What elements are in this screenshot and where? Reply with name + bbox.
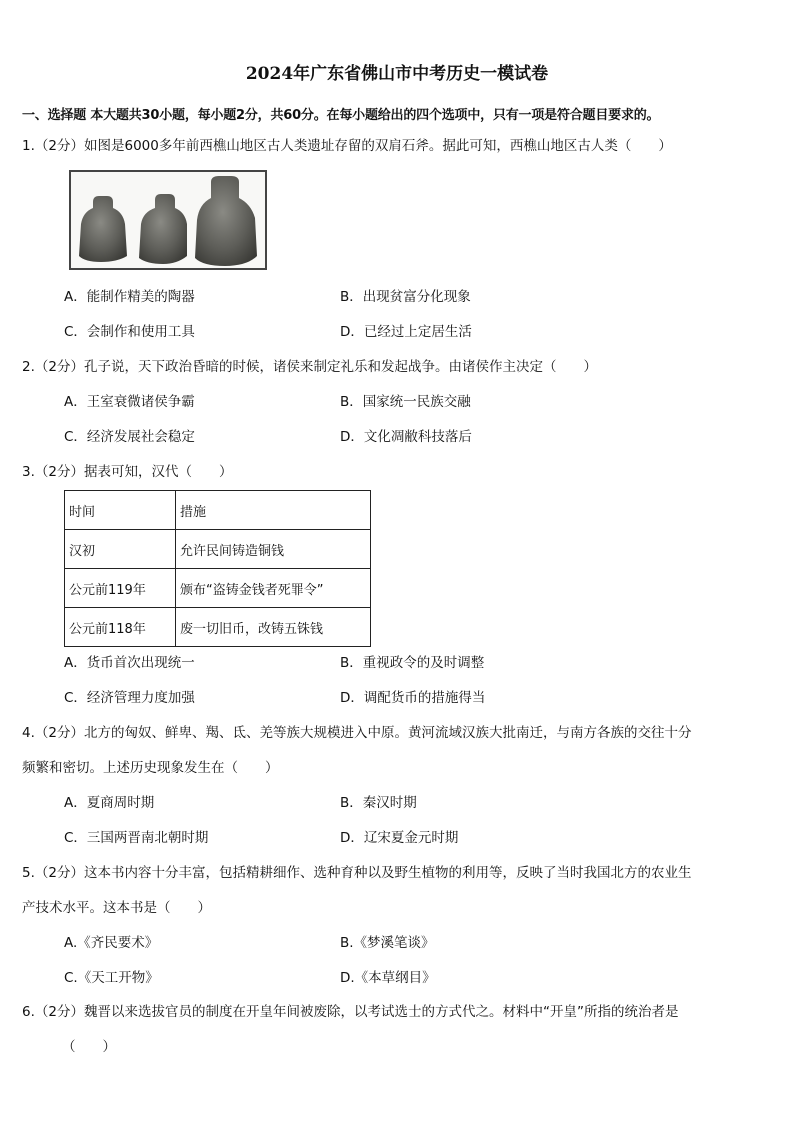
- option-c[interactable]: C．会制作和使用工具: [64, 324, 195, 340]
- option-b[interactable]: B．出现贫富分化现象: [340, 289, 471, 305]
- question-number: 5.: [22, 865, 35, 881]
- option-b[interactable]: B．秦汉时期: [340, 795, 417, 811]
- question-2-options: [64, 385, 684, 455]
- section-header: 一、选择题 本大题共30小题，每小题2分，共60分。在每小题给出的四个选项中，只有一项是符合题目要求的。: [22, 108, 660, 123]
- option-c[interactable]: C．经济管理力度加强: [64, 690, 195, 706]
- option-b[interactable]: B.《梦溪笔谈》: [340, 935, 435, 951]
- option-d[interactable]: D．调配货币的措施得当: [340, 690, 486, 706]
- option-a[interactable]: A．货币首次出现统一: [64, 655, 195, 671]
- question-2: [22, 350, 772, 385]
- question-6: [22, 995, 772, 1065]
- option-c[interactable]: C.《天工开物》: [64, 970, 159, 986]
- stone-axe-image: [69, 170, 267, 270]
- table-cell: 汉初: [65, 530, 176, 569]
- question-3-options: [64, 646, 684, 716]
- table-cell: 公元前119年: [65, 569, 176, 608]
- stone-axe-1: [79, 196, 127, 262]
- option-d[interactable]: D．文化凋敝科技落后: [340, 429, 472, 445]
- measures-table: [64, 490, 371, 647]
- question-stem: （2分）孔子说，天下政治昏暗的时候，诸侯来制定礼乐和发起战争。由诸侯作主决定（ ）: [34, 359, 597, 375]
- option-c[interactable]: C．经济发展社会稳定: [64, 429, 195, 445]
- table-row: [65, 608, 371, 647]
- option-a[interactable]: A.《齐民要术》: [64, 935, 159, 951]
- option-a[interactable]: A．夏商周时期: [64, 795, 155, 811]
- table-header-row: [65, 491, 371, 530]
- table-row: [65, 569, 371, 608]
- table-cell: 颁布“盗铸金钱者死罪令”: [176, 569, 371, 608]
- question-number: 6.: [22, 1004, 35, 1020]
- question-stem-line: 6.（2分）魏晋以来选拔官员的制度在开皇年间被废除，以考试选士的方式代之。材料中“开皇”所指的统治者是: [22, 1004, 679, 1020]
- table-cell: 公元前118年: [65, 608, 176, 647]
- question-5-options: [64, 926, 684, 996]
- table-cell: 时间: [65, 491, 176, 530]
- question-number: 4.: [22, 725, 35, 741]
- question-number: 3.: [22, 464, 35, 480]
- table-row: [65, 530, 371, 569]
- option-c[interactable]: C．三国两晋南北朝时期: [64, 830, 209, 846]
- page-title: 2024年广东省佛山市中考历史一模试卷: [245, 64, 549, 84]
- double-shouldered-stone-axes-figure: [71, 172, 265, 268]
- question-5: [22, 856, 772, 926]
- question-3: [22, 455, 772, 490]
- option-b[interactable]: B．国家统一民族交融: [340, 394, 471, 410]
- table-cell: 废一切旧币，改铸五铢钱: [176, 608, 371, 647]
- question-stem-line: 频繁和密切。上述历史现象发生在（ ）: [22, 760, 279, 776]
- option-a[interactable]: A．王室衰微诸侯争霸: [64, 394, 195, 410]
- option-b[interactable]: B．重视政令的及时调整: [340, 655, 485, 671]
- question-stem: （2分）据表可知，汉代（ ）: [34, 464, 233, 480]
- question-1: [22, 129, 772, 164]
- option-d[interactable]: D．已经过上定居生活: [340, 324, 472, 340]
- question-4-options: [64, 786, 684, 856]
- question-1-options: [64, 280, 684, 350]
- stone-axe-2: [139, 194, 187, 264]
- question-4: [22, 716, 772, 786]
- question-stem-line: （ ）: [62, 1039, 116, 1055]
- question-stem-line: 5.（2分）这本书内容十分丰富，包括精耕细作、选种育种以及野生植物的利用等，反映了当时我国北方的农业生: [22, 865, 692, 881]
- table-cell: 措施: [176, 491, 371, 530]
- option-d[interactable]: D．辽宋夏金元时期: [340, 830, 459, 846]
- option-a[interactable]: A．能制作精美的陶器: [64, 289, 195, 305]
- question-stem-line: 4.（2分）北方的匈奴、鲜卑、羯、氐、羌等族大规模进入中原。黄河流域汉族大批南迁，与南方各族的交往十分: [22, 725, 692, 741]
- table-cell: 允许民间铸造铜钱: [176, 530, 371, 569]
- question-number: 2.: [22, 359, 35, 375]
- question-stem-line: 产技术水平。这本书是（ ）: [22, 900, 211, 916]
- question-stem: （2分）如图是6000多年前西樵山地区古人类遗址存留的双肩石斧。据此可知，西樵山地区古人类（ ）: [34, 138, 672, 154]
- stone-axe-3: [195, 176, 257, 266]
- question-number: 1.: [22, 138, 35, 154]
- option-d[interactable]: D.《本草纲目》: [340, 970, 436, 986]
